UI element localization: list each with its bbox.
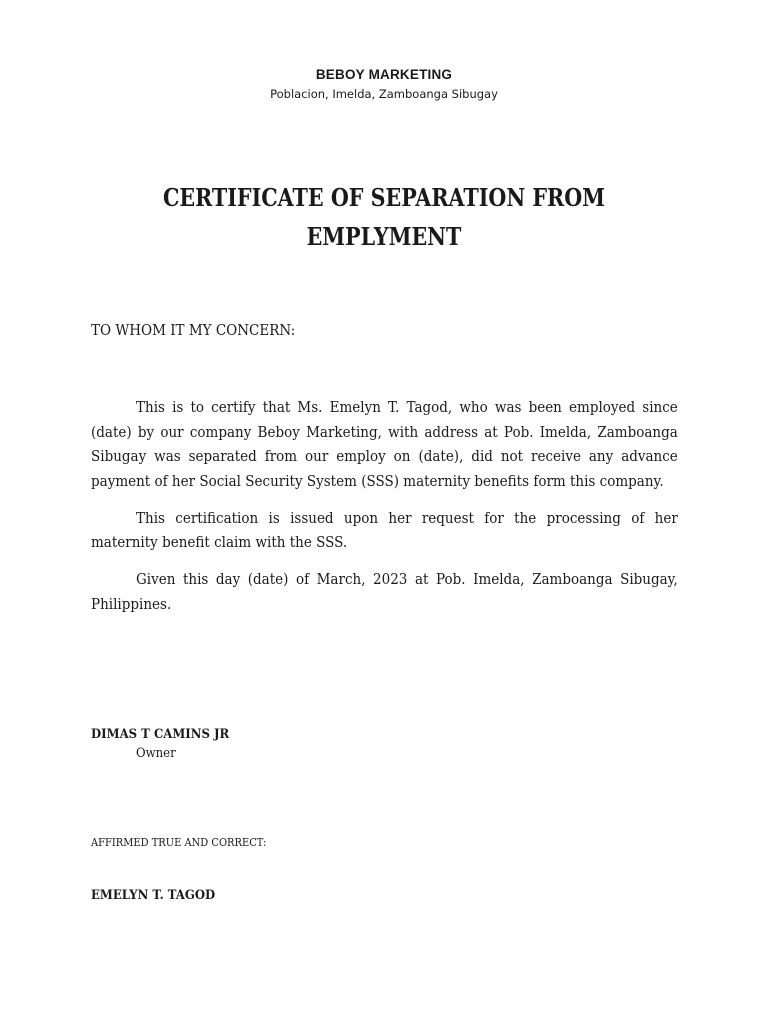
paragraph-purpose: This certification is issued upon her request for the processing of her maternity benefit claim with the SSS. xyxy=(91,508,678,551)
title-line-2: EMPLYMENT xyxy=(306,222,462,251)
document-title xyxy=(54,178,714,256)
salutation: TO WHOM IT MY CONCERN: xyxy=(91,321,296,339)
signatory-title: Owner xyxy=(136,746,176,761)
paragraph-given: Given this day (date) of March, 2023 at Pob. Imelda, Zamboanga Sibugay, Philippines. xyxy=(91,570,678,613)
title-line-1: CERTIFICATE OF SEPARATION FROM xyxy=(162,183,606,212)
affirmant-name: EMELYN T. TAGOD xyxy=(91,888,216,903)
affirmation-label: AFFIRMED TRUE AND CORRECT: xyxy=(91,836,267,849)
body-text xyxy=(91,395,678,629)
signatory-name: DIMAS T CAMINS JR xyxy=(91,727,230,742)
company-address: Poblacion, Imelda, Zamboanga Sibugay xyxy=(270,87,498,101)
paragraph-certification: This is to certify that Ms. Emelyn T. Tagod, who was been employed since (date) by our company Beboy Marketing, with address at Pob. Imelda, Zamboanga Sibugay was separated from our employ on (date), did not receive any advance payment of her Social Security System (SSS) maternity benefits form this company. xyxy=(91,398,678,490)
company-name: BEBOY MARKETING xyxy=(315,67,453,82)
